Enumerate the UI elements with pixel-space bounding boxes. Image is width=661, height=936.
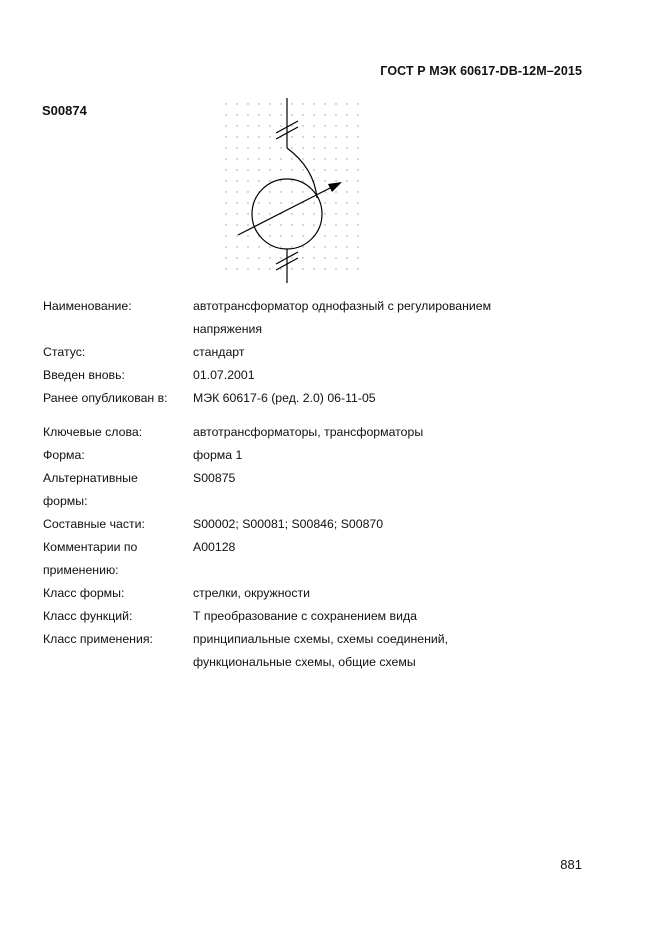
property-label [43,421,193,444]
property-value-line: Т преобразование с сохранением вида [193,609,417,623]
property-label [43,628,193,674]
property-value-line: функциональные схемы, общие схемы [193,655,416,669]
symbol-drawing [238,98,334,283]
property-value [193,387,603,410]
property-row [43,582,603,605]
property-label-line: Ранее опубликован в: [43,391,168,405]
property-value [193,605,603,628]
property-value-line: S00875 [193,471,236,485]
property-row [43,467,603,513]
property-row [43,295,603,341]
property-row [43,536,603,582]
regulation-arrow-head [328,182,342,192]
property-value-line: МЭК 60617-6 (ред. 2.0) 06-11-05 [193,391,376,405]
property-value [193,295,603,341]
property-row [43,628,603,674]
property-value [193,341,603,364]
property-label [43,387,193,410]
symbol-code: S00874 [42,103,87,118]
property-label-line: Статус: [43,345,86,359]
property-label [43,341,193,364]
property-value-line: A00128 [193,540,236,554]
property-row [43,513,603,536]
property-label-line: Класс формы: [43,586,125,600]
property-label-line: Класс функций: [43,609,133,623]
property-row [43,341,603,364]
property-value-line: принципиальные схемы, схемы соединений, [193,632,449,646]
property-value-line: стрелки, окружности [193,586,311,600]
property-label [43,444,193,467]
property-row [43,364,603,387]
property-value-line: стандарт [193,345,245,359]
property-label [43,582,193,605]
property-value [193,364,603,387]
document-header: ГОСТ Р МЭК 60617-DB-12M–2015 [380,64,582,78]
property-row [43,387,603,410]
property-label-line: Составные части: [43,517,145,531]
property-label [43,605,193,628]
property-label-line: Введен вновь: [43,368,125,382]
properties-table [43,295,603,674]
winding-circle [252,179,322,249]
property-row [43,605,603,628]
property-label-line: Комментарии по [43,540,138,554]
property-value [193,467,603,513]
property-label [43,536,193,582]
property-value [193,536,603,582]
property-value [193,421,603,444]
property-label [43,467,193,513]
property-value [193,513,603,536]
property-value-line: автотрансформатор однофазный с регулированием [193,299,492,313]
property-value-line: автотрансформаторы, трансформаторы [193,425,424,439]
property-row [43,421,603,444]
property-label [43,295,193,341]
property-value [193,444,603,467]
property-value-line: S00002; S00081; S00846; S00870 [193,517,384,531]
property-label-line: Класс применения: [43,632,153,646]
property-label-line: Наименование: [43,299,132,313]
property-value-line: 01.07.2001 [193,368,255,382]
property-value [193,582,603,605]
property-label-line: применению: [43,563,119,577]
property-value-line: форма 1 [193,448,243,462]
page-number: 881 [560,857,582,872]
regulating-autotransformer-single-phase-symbol-icon [218,98,368,283]
property-value-line: напряжения [193,322,263,336]
property-label-line: формы: [43,494,88,508]
property-label-line: Ключевые слова: [43,425,143,439]
property-label-line: Альтернативные [43,471,138,485]
property-value [193,628,603,674]
property-label [43,513,193,536]
property-row [43,444,603,467]
property-label [43,364,193,387]
grid-dots [225,103,358,269]
property-label-line: Форма: [43,448,85,462]
